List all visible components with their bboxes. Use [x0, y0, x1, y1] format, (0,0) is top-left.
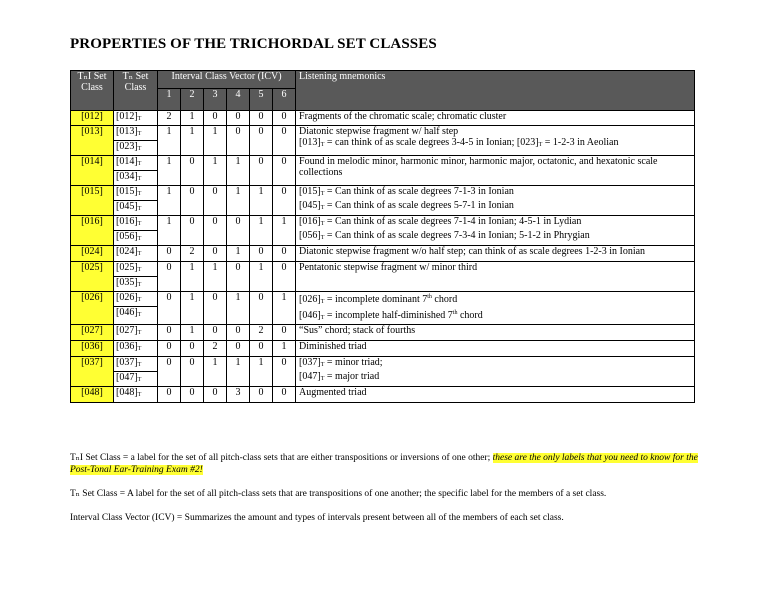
tn-label-2: [047]T: [114, 371, 157, 386]
mnemonic-line-2: [047]T = major triad: [299, 371, 380, 382]
mnemonic: [296, 216, 695, 246]
mnemonic-line-1: “Sus” chord; stack of fourths: [299, 325, 416, 336]
mnemonic: [296, 357, 695, 387]
tn-label: [024]T: [116, 246, 142, 257]
note-tn: Tₙ Set Class = A label for the set of all pitch-class sets that are transpositions of one another; the specific label for the members of a set class.: [70, 489, 607, 499]
mnemonic-line-1: Found in melodic minor, harmonic minor, harmonic major, octatonic, and hexatonic scale collections: [299, 156, 658, 178]
note-tni-text: TₙI Set Class = a label for the set of all pitch-class sets that are either transpositions or inversions of one other;: [70, 453, 493, 463]
mnemonic-line-2: [045]T = Can think of as scale degrees 5-7-1 in Ionian: [299, 200, 514, 211]
tni-set-class: [036]: [71, 341, 114, 357]
header-mnemonics: Listening mnemonics: [296, 71, 695, 111]
icv-value-6: 0: [273, 186, 296, 216]
table-row: [71, 246, 695, 262]
tn-set-class: [114, 246, 158, 262]
tn-set-class: [114, 156, 158, 186]
icv-value-5: 0: [250, 387, 273, 403]
tni-set-class: [037]: [71, 357, 114, 387]
mnemonic-line-1: [015]T = Can think of as scale degrees 7-1-3 in Ionian: [299, 186, 514, 197]
tn-label-2: [045]T: [114, 200, 157, 215]
icv-value-1: 1: [158, 216, 181, 246]
tn-set-class: [114, 325, 158, 341]
icv-value-5: 0: [250, 156, 273, 186]
tni-set-class: [048]: [71, 387, 114, 403]
icv-value-5: 1: [250, 186, 273, 216]
tni-set-class: [012]: [71, 111, 114, 126]
tni-set-class: [015]: [71, 186, 114, 216]
tn-label-2: [034]T: [114, 170, 157, 185]
mnemonic-line-2: [056]T = Can think of as scale degrees 7-3-4 in Ionian; 5-1-2 in Phrygian: [299, 230, 590, 241]
tni-set-class: [016]: [71, 216, 114, 246]
icv-value-4: 0: [227, 325, 250, 341]
icv-value-5: 0: [250, 126, 273, 156]
icv-value-5: 0: [250, 292, 273, 325]
table-row: [71, 341, 695, 357]
icv-value-3: 1: [204, 357, 227, 387]
header-icv: Interval Class Vector (ICV): [158, 71, 296, 89]
mnemonic: [296, 126, 695, 156]
mnemonic-line-1: [016]T = Can think of as scale degrees 7-1-4 in Ionian; 4-5-1 in Lydian: [299, 216, 582, 227]
icv-value-6: 0: [273, 126, 296, 156]
mnemonic-line-1: Diatonic stepwise fragment w/ half step: [299, 126, 459, 137]
icv-value-5: 0: [250, 341, 273, 357]
mnemonic: [296, 292, 695, 325]
header-icv-3: 3: [204, 89, 227, 111]
tn-label: [025]T: [116, 262, 142, 273]
icv-value-4: 0: [227, 216, 250, 246]
tn-label-2: [035]T: [114, 276, 157, 291]
icv-value-1: 0: [158, 262, 181, 292]
tn-label: [026]T: [116, 292, 142, 303]
icv-value-4: 0: [227, 341, 250, 357]
icv-value-5: 1: [250, 262, 273, 292]
note-icv: Interval Class Vector (ICV) = Summarizes the amount and types of intervals present between all of the members of each set class.: [70, 513, 564, 523]
header-tn: Tₙ Set Class: [114, 71, 158, 111]
icv-value-6: 0: [273, 357, 296, 387]
mnemonic-line-1: Augmented triad: [299, 387, 367, 398]
table-row: [71, 292, 695, 325]
icv-value-4: 3: [227, 387, 250, 403]
icv-value-3: 0: [204, 216, 227, 246]
table-row: [71, 357, 695, 387]
table-row: [71, 186, 695, 216]
trichord-table: [70, 70, 695, 403]
icv-value-3: 0: [204, 111, 227, 126]
icv-value-6: 0: [273, 262, 296, 292]
icv-value-2: 0: [181, 186, 204, 216]
tn-set-class: [114, 341, 158, 357]
tn-label: [048]T: [116, 387, 142, 398]
icv-value-3: 0: [204, 387, 227, 403]
header-icv-6: 6: [273, 89, 296, 111]
tn-label: [015]T: [116, 186, 142, 197]
tn-set-class: [114, 262, 158, 292]
tn-label: [037]T: [116, 357, 142, 368]
header-icv-1: 1: [158, 89, 181, 111]
tn-label: [012]T: [116, 111, 142, 122]
mnemonic: [296, 246, 695, 262]
mnemonic: [296, 111, 695, 126]
icv-value-1: 1: [158, 156, 181, 186]
mnemonic: [296, 186, 695, 216]
mnemonic-line-1: Pentatonic stepwise fragment w/ minor third: [299, 262, 478, 273]
tn-set-class: [114, 387, 158, 403]
mnemonic: [296, 341, 695, 357]
header-tni: TₙI Set Class: [71, 71, 114, 111]
tn-set-class: [114, 126, 158, 156]
icv-value-3: 0: [204, 325, 227, 341]
tn-label: [016]T: [116, 216, 142, 227]
table-row: [71, 262, 695, 292]
icv-value-1: 0: [158, 292, 181, 325]
icv-value-3: 0: [204, 186, 227, 216]
mnemonic-line-2: [013]T = can think of as scale degrees 3-4-5 in Ionian; [023]T = 1-2-3 in Aeolian: [299, 137, 619, 148]
icv-value-3: 1: [204, 156, 227, 186]
table-row: [71, 126, 695, 156]
icv-value-3: 0: [204, 246, 227, 262]
table-row: [71, 111, 695, 126]
icv-value-5: 1: [250, 357, 273, 387]
mnemonic-line-1: Fragments of the chromatic scale; chromatic cluster: [299, 111, 507, 122]
tn-set-class: [114, 216, 158, 246]
header-icv-2: 2: [181, 89, 204, 111]
icv-value-1: 1: [158, 126, 181, 156]
icv-value-1: 0: [158, 357, 181, 387]
icv-value-2: 2: [181, 246, 204, 262]
mnemonic: [296, 156, 695, 186]
mnemonic-line-2: [046]T = incomplete half-diminished 7th chord: [299, 310, 483, 321]
tn-label: [036]T: [116, 341, 142, 352]
icv-value-2: 0: [181, 387, 204, 403]
icv-value-1: 0: [158, 325, 181, 341]
tni-set-class: [013]: [71, 126, 114, 156]
icv-value-2: 0: [181, 216, 204, 246]
icv-value-2: 1: [181, 325, 204, 341]
tn-label-2: [046]T: [114, 306, 157, 321]
icv-value-5: 0: [250, 246, 273, 262]
icv-value-1: 0: [158, 341, 181, 357]
icv-value-2: 1: [181, 126, 204, 156]
tn-label: [014]T: [116, 156, 142, 167]
tni-set-class: [026]: [71, 292, 114, 325]
header-icv-4: 4: [227, 89, 250, 111]
icv-value-6: 0: [273, 111, 296, 126]
icv-value-2: 1: [181, 262, 204, 292]
mnemonic-line-1: [026]T = incomplete dominant 7th chord: [299, 294, 458, 305]
icv-value-4: 0: [227, 262, 250, 292]
icv-value-6: 1: [273, 216, 296, 246]
icv-value-6: 0: [273, 156, 296, 186]
icv-value-4: 1: [227, 292, 250, 325]
tni-set-class: [024]: [71, 246, 114, 262]
tni-set-class: [027]: [71, 325, 114, 341]
mnemonic-line-1: Diminished triad: [299, 341, 367, 352]
icv-value-4: 0: [227, 111, 250, 126]
tn-set-class: [114, 186, 158, 216]
tn-label-2: [056]T: [114, 230, 157, 245]
table-row: [71, 216, 695, 246]
icv-value-1: 1: [158, 186, 181, 216]
icv-value-5: 2: [250, 325, 273, 341]
icv-value-4: 1: [227, 186, 250, 216]
icv-value-6: 0: [273, 325, 296, 341]
icv-value-4: 1: [227, 357, 250, 387]
icv-value-4: 0: [227, 126, 250, 156]
icv-value-2: 0: [181, 156, 204, 186]
icv-value-6: 1: [273, 292, 296, 325]
icv-value-1: 0: [158, 387, 181, 403]
icv-value-6: 0: [273, 387, 296, 403]
table-row: [71, 156, 695, 186]
icv-value-2: 0: [181, 357, 204, 387]
tn-set-class: [114, 111, 158, 126]
tni-set-class: [014]: [71, 156, 114, 186]
icv-value-4: 1: [227, 156, 250, 186]
note-tni-highlight: these are the only labels that you need to know for the Post-Tonal Ear-Training Exam #2!: [70, 453, 698, 475]
mnemonic: [296, 325, 695, 341]
tni-set-class: [025]: [71, 262, 114, 292]
tn-set-class: [114, 292, 158, 325]
icv-value-4: 1: [227, 246, 250, 262]
mnemonic-line-1: Diatonic stepwise fragment w/o half step; can think of as scale degrees 1-2-3 in Ionian: [299, 246, 646, 257]
table-row: [71, 325, 695, 341]
tn-label-2: [023]T: [114, 140, 157, 155]
header-icv-5: 5: [250, 89, 273, 111]
icv-value-2: 1: [181, 111, 204, 126]
icv-value-3: 0: [204, 292, 227, 325]
icv-value-6: 0: [273, 246, 296, 262]
note-tni: [70, 452, 710, 476]
icv-value-5: 0: [250, 111, 273, 126]
mnemonic: [296, 387, 695, 403]
tn-label: [027]T: [116, 325, 142, 336]
icv-value-3: 1: [204, 262, 227, 292]
mnemonic-line-1: [037]T = minor triad;: [299, 357, 383, 368]
tn-set-class: [114, 357, 158, 387]
mnemonic: [296, 262, 695, 292]
icv-value-1: 0: [158, 246, 181, 262]
table-row: [71, 387, 695, 403]
page-title: PROPERTIES OF THE TRICHORDAL SET CLASSES: [70, 36, 437, 52]
icv-value-6: 1: [273, 341, 296, 357]
icv-value-1: 2: [158, 111, 181, 126]
icv-value-3: 1: [204, 126, 227, 156]
icv-value-5: 1: [250, 216, 273, 246]
icv-value-2: 1: [181, 292, 204, 325]
icv-value-2: 0: [181, 341, 204, 357]
icv-value-3: 2: [204, 341, 227, 357]
tn-label: [013]T: [116, 126, 142, 137]
